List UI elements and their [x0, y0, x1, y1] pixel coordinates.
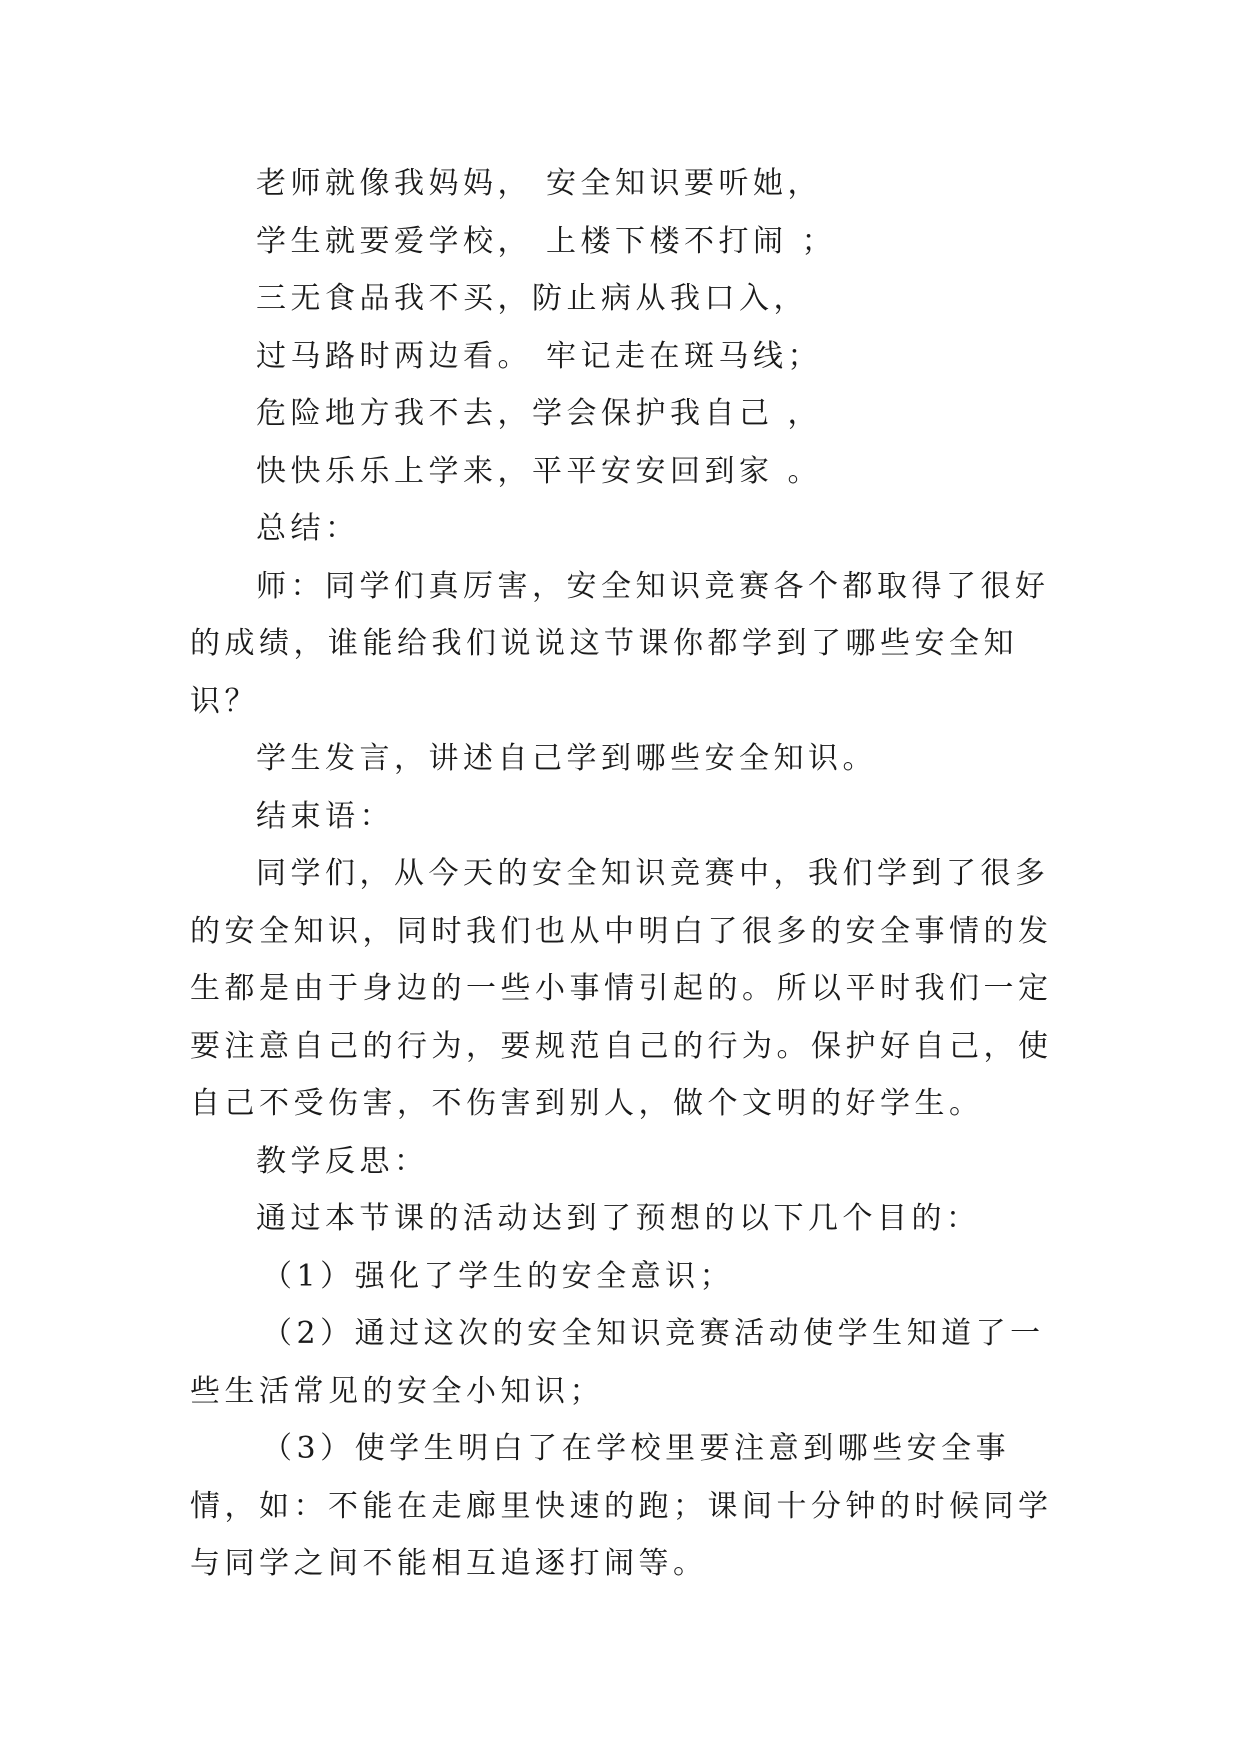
summary-heading: 总结： [256, 511, 360, 546]
document-body [190, 155, 1056, 1593]
poem-line-4: 过马路时两边看。 牢记走在斑马线； [256, 338, 823, 374]
poem-line-1: 老师就像我妈妈， 安全知识要听她， [256, 166, 823, 201]
closing-heading: 结束语： [256, 798, 394, 834]
reflection-point-3: （3）使学生明白了在学校里要注意到哪些安全事情，如：不能在走廊里快速的跑；课间十分钟的时候同学与同学之间不能相互追逐打闹等。 [190, 1431, 1053, 1581]
reflection-point-1: （1）强化了学生的安全意识； [262, 1258, 735, 1294]
reflection-point-2: （2）通过这次的安全知识竞赛活动使学生知道了一些生活常见的安全小知识； [190, 1316, 1045, 1409]
teacher-question: 师：同学们真厉害，安全知识竞赛各个都取得了很好的成绩，谁能给我们说说这节课你都学到了哪些安全知识？ [190, 568, 1050, 719]
closing-paragraph: 同学们，从今天的安全知识竞赛中，我们学到了很多的安全知识，同时我们也从中明白了很多的安全事情的发生都是由于身边的一些小事情引起的。所以平时我们一定要注意自己的行为，要规范自己的行为。保护好自己，使自己不受伤害，不伤害到别人，做个文明的好学生。 [190, 856, 1053, 1121]
poem-line-5: 危险地方我不去，学会保护我自己 ， [256, 396, 823, 431]
reflection-heading: 教学反思： [256, 1143, 429, 1179]
poem-line-6: 快快乐乐上学来，平平安安回到家 。 [256, 453, 823, 489]
reflection-intro: 通过本节课的活动达到了预想的以下几个目的： [256, 1201, 981, 1236]
poem-line-3: 三无食品我不买，防止病从我口入， [256, 281, 808, 316]
poem-line-2: 学生就要爱学校， 上楼下楼不打闹 ； [256, 223, 837, 259]
student-response: 学生发言，讲述自己学到哪些安全知识。 [256, 741, 877, 776]
